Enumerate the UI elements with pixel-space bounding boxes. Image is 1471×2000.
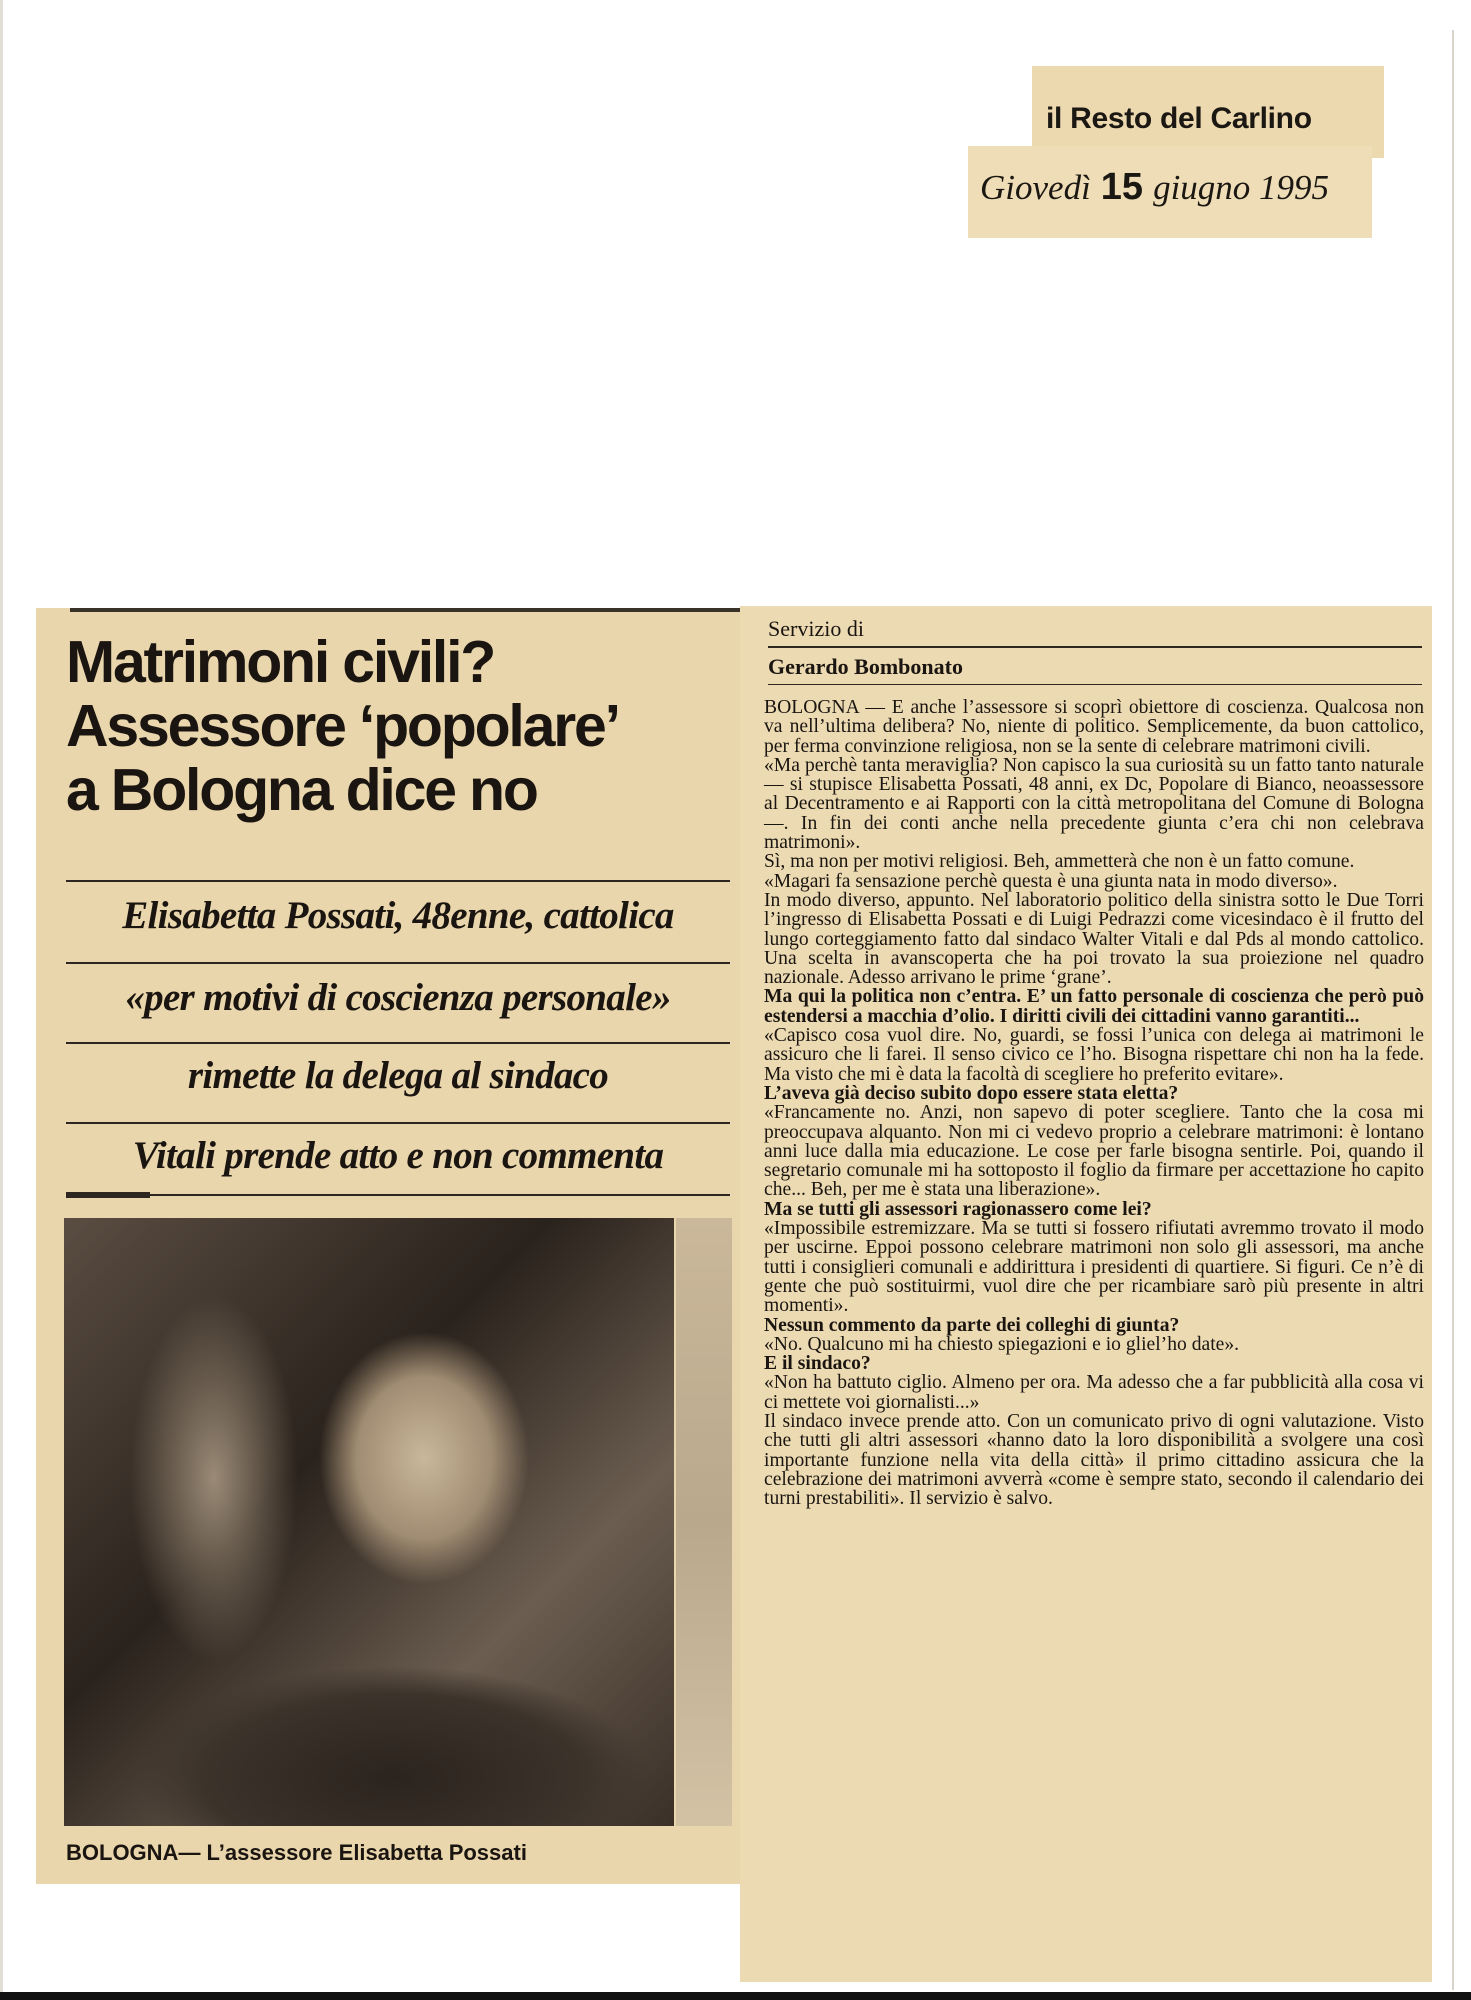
deck-line: Vitali prende atto e non commenta bbox=[132, 1134, 664, 1177]
headline-clipping bbox=[36, 608, 742, 1884]
deck-rule bbox=[66, 1042, 730, 1044]
byline-author: Gerardo Bombonato bbox=[768, 654, 963, 679]
deck-rule bbox=[66, 880, 730, 882]
headline bbox=[66, 630, 736, 822]
date-day: 15 bbox=[1100, 166, 1144, 208]
deck-rule bbox=[66, 1122, 730, 1124]
scan-left-edge bbox=[0, 0, 3, 2000]
byline-rule bbox=[768, 646, 1422, 648]
article-paragraph: «Non ha battuto ciglio. Almeno per ora. Ma adesso che a far pubblicità alla cosa vi ci mettete voi giornalisti...» bbox=[764, 1372, 1424, 1413]
newspaper-name: il Resto del Carlino bbox=[1046, 102, 1312, 135]
article-paragraph: In modo diverso, appunto. Nel laboratorio politico della sinistra sotto le Due Torri l’ingresso di Elisabetta Possati e di Luigi Pedrazzi come vicesindaco è il frutto del lungo corteggiamento fatto dal sindaco Walter Vitali e dal Pds al mondo cattolico. Una scelta in avanscoperta che ha poi trovato la sua proiezione nel quadro nazionale. Adesso arrivano le prime ‘grane’. bbox=[764, 889, 1424, 989]
article-paragraph: Il sindaco invece prende atto. Con un comunicato privo di ogni valutazione. Visto che tutti gli altri assessori «hanno dato la loro disponibilità a svolgere una così importante funzione nella vita della città» il primo cittadino assicura che la celebrazione dei matrimoni avverrà «come è sempre stato, secondo il calendario dei turni prestabiliti». Il servizio è salvo. bbox=[764, 1410, 1424, 1510]
deck-rule bbox=[66, 962, 730, 964]
article-paragraph: Sì, ma non per motivi religiosi. Beh, ammetterà che non è un fatto comune. bbox=[764, 851, 1355, 873]
deck-line: Elisabetta Possati, 48enne, cattolica bbox=[122, 894, 674, 937]
top-rule bbox=[70, 608, 742, 612]
portrait-photo bbox=[64, 1218, 674, 1826]
article-paragraph: «Ma perchè tanta meraviglia? Non capisco la sua curiosità su un fatto tanto naturale — si stupisce Elisabetta Possati, 48 anni, ex Dc, Popolare di Bianco, neoassessore al Decentramento e ai Rapporti con la città metropolitana del Comune di Bologna —. In fin dei conti anche nella precedente giunta c’era chi non celebrava matrimoni». bbox=[764, 754, 1424, 854]
interview-question: E il sindaco? bbox=[764, 1353, 871, 1375]
article-paragraph: «Impossibile estremizzare. Ma se tutti si fossero rifiutati avremmo trovato il modo per uscirne. Eppoi possono celebrare matrimoni non solo gli assessori, ma anche tutti i consiglieri comunali e addirittura i presidenti di quartiere. Si figuri. Ce n’è di gente che può sostituirmi, vuol dire che per ricambiare sarò più presente in altri momenti». bbox=[764, 1218, 1424, 1317]
article-paragraph: «No. Qualcuno mi ha chiesto spiegazioni e io gliel’ho date». bbox=[764, 1333, 1240, 1355]
interview-question: Nessun commento da parte dei colleghi di giunta? bbox=[764, 1314, 1180, 1336]
deck-rule bbox=[66, 1194, 730, 1196]
adjacent-page-strip bbox=[676, 1218, 732, 1826]
interview-question: L’aveva già deciso subito dopo essere stata eletta? bbox=[764, 1082, 1179, 1104]
headline-line: Assessore ‘popolare’ bbox=[66, 693, 619, 759]
date-weekday: Giovedì bbox=[980, 168, 1091, 207]
article-paragraph: «Francamente no. Anzi, non sapevo di poter scegliere. Tanto che la cosa mi preoccupava alquanto. Non mi ci vedevo proprio a celebrare matrimoni: è lontano anni luce dalla mia educazione. Le cose per farle bisogna sentirle. Poi, quando il segretario comunale mi ha sottoposto il foglio da firmare per accettazione ho capito che... Beh, per me è stata una liberazione». bbox=[764, 1102, 1424, 1201]
byline-rule bbox=[768, 684, 1422, 685]
scan-bottom-edge bbox=[0, 1992, 1471, 2000]
date-month-year: giugno 1995 bbox=[1153, 168, 1330, 207]
byline-label: Servizio di bbox=[768, 616, 864, 641]
headline-line: Matrimoni civili? bbox=[66, 629, 495, 695]
photo-caption: BOLOGNA— L’assessore Elisabetta Possati bbox=[66, 1840, 527, 1865]
article-paragraph: BOLOGNA — E anche l’assessore si scoprì obiettore di coscienza. Qualcosa non va nell’ultima delibera? No, niente di politico. Semplicemente, da buon cattolico, per ferma convinzione religiosa, non se la sente di celebrare matrimoni civili. bbox=[764, 697, 1424, 757]
headline-line: a Bologna dice no bbox=[66, 757, 537, 823]
newspaper-name-clipping bbox=[1032, 66, 1384, 158]
interview-question: Ma se tutti gli assessori ragionassero come lei? bbox=[764, 1198, 1152, 1220]
date-clipping bbox=[968, 146, 1372, 238]
page-right-edge bbox=[1452, 30, 1454, 1990]
article-paragraph: «Capisco cosa vuol dire. No, guardi, se fossi l’unica con delega ai matrimoni le assicuro che li farei. Il senso civico ce l’ho. Bisogna rispettare chi non ha la fede. Ma visto che mi è data la facoltà di scegliere ho preferito evitare». bbox=[764, 1025, 1424, 1085]
article-paragraph: «Magari fa sensazione perchè questa è una giunta nata in modo diverso». bbox=[764, 870, 1338, 892]
deck-line: rimette la delega al sindaco bbox=[187, 1054, 609, 1097]
article-body bbox=[764, 698, 1424, 1508]
interview-question: Ma qui la politica non c’entra. E’ un fatto personale di coscienza che però può estendersi a macchia d’olio. I diritti civili dei cittadini vanno garantiti... bbox=[764, 986, 1424, 1027]
deck-line: «per motivi di coscienza personale» bbox=[125, 976, 671, 1019]
deck-end-bar bbox=[66, 1192, 150, 1198]
article-clipping bbox=[740, 606, 1432, 1982]
